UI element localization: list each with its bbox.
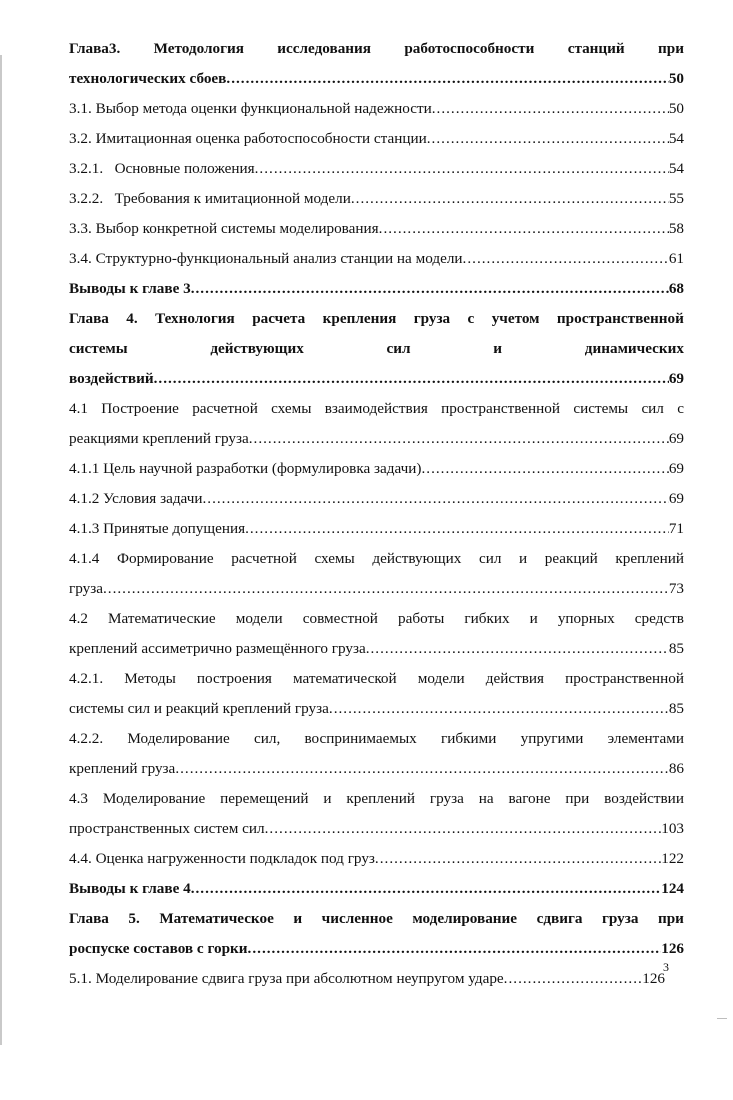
toc-entry-4-1-4[interactable]: груза ..... 73 [69,574,684,604]
page-ref: 86 [668,760,684,777]
toc-entry-4-2-2[interactable]: креплений груза ..... 86 [69,754,684,784]
toc-entry-3-4[interactable]: 3.4. Структурно-функциональный анализ станции на модели ..... 61 [69,244,684,274]
toc-entry-4-4[interactable]: 4.4. Оценка нагруженности подкладок под груз ..... 122 [69,844,684,874]
page-ref: 54 [668,130,684,147]
toc-entry-3-3[interactable]: 3.3. Выбор конкретной системы моделирования ..... 58 [69,214,684,244]
toc-chapter-5-title-line: Глава 5. Математическое и численное моделирование сдвига груза при [69,910,684,927]
toc-chapter-4-entry[interactable]: воздействий ..... 69 [69,364,684,394]
page-ref: 69 [668,370,684,387]
page-ref: 61 [668,250,684,267]
toc-conclusions-chapter-3[interactable]: Выводы к главе 3 ..... 68 [69,274,684,304]
toc-entry-4-1-2[interactable]: 4.1.2 Условия задачи ..... 69 [69,484,684,514]
page-ref: 68 [668,280,684,297]
toc-chapter-4-title-line-1: Глава 4. Технология расчета крепления груза с учетом пространственной [69,310,684,327]
toc-chapter-3-title-line: Глава3. Методология исследования работоспособности станций при [69,40,684,57]
page-ref: 122 [661,850,684,867]
toc-entry-4-2[interactable]: креплений ассиметрично размещённого груза ..... 85 [69,634,684,664]
toc-entry-4-3-line-1: 4.3 Моделирование перемещений и креплений груза на вагоне при воздействии [69,790,684,807]
scan-edge-mark [0,55,2,1045]
table-of-contents [69,34,684,994]
toc-chapter-3-entry[interactable]: технологических сбоев ..... 50 [69,64,684,94]
toc-chapter-4-title-line-2: системы действующих сил и динамических [69,340,684,357]
toc-chapter-5-entry[interactable]: роспуске составов с горки ..... 126 [69,934,684,964]
page-ref: 103 [661,820,684,837]
page-ref: 73 [668,580,684,597]
page-ref: 50 [668,100,684,117]
toc-entry-3-2[interactable]: 3.2. Имитационная оценка работоспособности станции ..... 54 [69,124,684,154]
page-ref: 126 [661,940,684,957]
page-ref: 71 [668,520,684,537]
page-ref: 54 [668,160,684,177]
page-ref: 85 [668,700,684,717]
toc-entry-3-1[interactable]: 3.1. Выбор метода оценки функциональной надежности ..... 50 [69,94,684,124]
page-number: 3 [663,960,669,974]
toc-entry-3-2-2[interactable]: 3.2.2. Требования к имитационной модели ..... 55 [69,184,684,214]
toc-entry-4-1-line-1: 4.1 Построение расчетной схемы взаимодействия пространственной системы сил с [69,400,684,417]
page-ref: 55 [668,190,684,207]
scan-edge-mark [717,1018,727,1019]
toc-entry-4-1[interactable]: реакциями креплений груза ..... 69 [69,424,684,454]
toc-entry-4-1-4-line-1: 4.1.4 Формирование расчетной схемы действующих сил и реакций креплений [69,550,684,567]
toc-entry-4-2-2-line-1: 4.2.2. Моделирование сил, воспринимаемых гибкими упругими элементами [69,730,684,747]
page-ref: 58 [668,220,684,237]
page-ref: 69 [668,430,684,447]
page-ref: 69 [668,460,684,477]
page-ref: 85 [668,640,684,657]
toc-entry-4-3[interactable]: пространственных систем сил ..... 103 [69,814,684,844]
toc-entry-4-1-3[interactable]: 4.1.3 Принятые допущения ..... 71 [69,514,684,544]
toc-entry-4-1-1[interactable]: 4.1.1 Цель научной разработки (формулировка задачи) ..... 69 [69,454,684,484]
toc-entry-4-2-line-1: 4.2 Математические модели совместной работы гибких и упорных средств [69,610,684,627]
toc-entry-3-2-1[interactable]: 3.2.1. Основные положения ..... 54 [69,154,684,184]
page-ref: 69 [668,490,684,507]
page-ref: 126 [642,970,665,987]
toc-entry-5-1[interactable]: 5.1. Моделирование сдвига груза при абсолютном неупругом ударе ..... 126 [69,964,665,994]
page-ref: 124 [661,880,684,897]
page-ref: 50 [668,70,684,87]
toc-conclusions-chapter-4[interactable]: Выводы к главе 4 ..... 124 [69,874,684,904]
toc-entry-4-2-1-line-1: 4.2.1. Методы построения математической модели действия пространственной [69,670,684,687]
toc-entry-4-2-1[interactable]: системы сил и реакций креплений груза ..... 85 [69,694,684,724]
